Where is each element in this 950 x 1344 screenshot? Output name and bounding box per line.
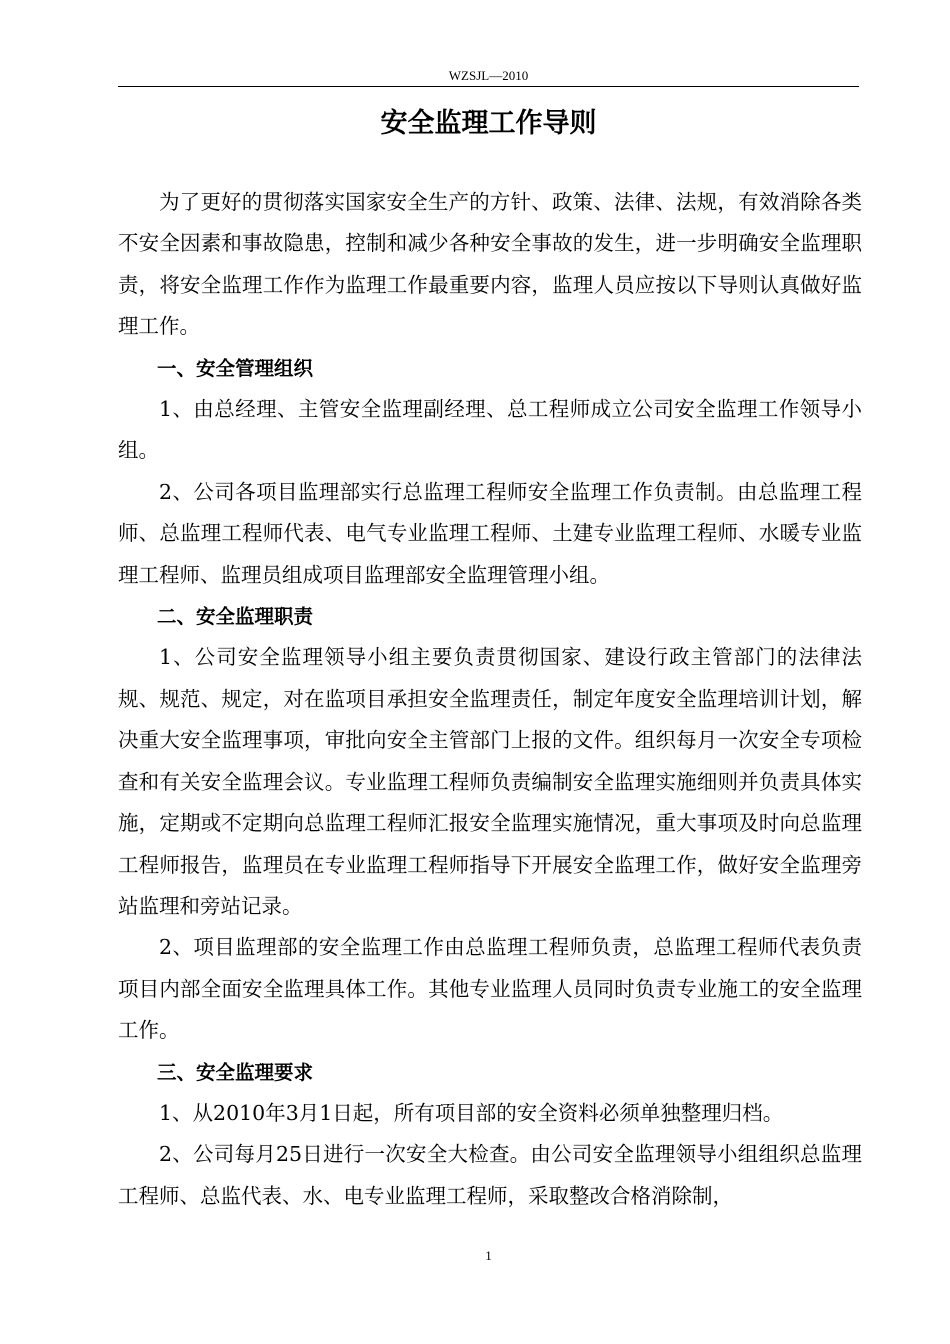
intro-paragraph: 为了更好的贯彻落实国家安全生产的方针、政策、法律、法规，有效消除各类不安全因素和事故隐患，控制和减少各种安全事故的发生，进一步明确安全监理职责，将安全监理工作作为监理工作最重要内容，监理人员应按以下导则认真做好监理工作。 bbox=[118, 190, 862, 339]
requirements-item-2: 2、公司每月25日进行一次安全大检查。由公司安全监理领导小组组织总监理工程师、总监代表、水、电专业监理工程师，采取整改合格消除制， bbox=[118, 1142, 862, 1208]
organization-item-1: 1、由总经理、主管安全监理副经理、总工程师成立公司安全监理工作领导小组。 bbox=[118, 397, 862, 463]
document-title: 安全监理工作导则 bbox=[380, 108, 597, 139]
header-code: WZSJL—2010 bbox=[448, 68, 529, 83]
page-number: 1 bbox=[485, 1248, 492, 1263]
requirements-item-1: 1、从2010年3月1日起，所有项目部的安全资料必须单独整理归档。 bbox=[159, 1100, 784, 1125]
section-heading-organization: 一、安全管理组织 bbox=[157, 356, 314, 380]
section-heading-requirements: 三、安全监理要求 bbox=[157, 1060, 314, 1084]
duties-item-1: 1、公司安全监理领导小组主要负责贯彻国家、建设行政主管部门的法律法规、规范、规定，对在监项目承担安全监理责任，制定年度安全监理培训计划，解决重大安全监理事项，审批向安全主管部门上报的文件。组织每月一次安全专项检查和有关安全监理会议。专业监理工程师负责编制安全监理实施细则并负责具体实施，定期或不定期向总监理工程师汇报安全监理实施情况，重大事项及时向总监理工程师报告，监理员在专业监理工程师指导下开展安全监理工作，做好安全监理旁站监理和旁站记录。 bbox=[118, 645, 862, 918]
duties-item-2: 2、项目监理部的安全监理工作由总监理工程师负责，总监理工程师代表负责项目内部全面安全监理具体工作。其他专业监理人员同时负责专业施工的安全监理工作。 bbox=[118, 935, 862, 1043]
document-body bbox=[118, 182, 862, 1217]
organization-item-2: 2、公司各项目监理部实行总监理工程师安全监理工作负责制。由总监理工程师、总监理工程师代表、电气专业监理工程师、土建专业监理工程师、水暖专业监理工程师、监理员组成项目监理部安全监理管理小组。 bbox=[118, 479, 862, 587]
header-rule bbox=[118, 86, 859, 87]
section-heading-duties: 二、安全监理职责 bbox=[157, 605, 314, 629]
